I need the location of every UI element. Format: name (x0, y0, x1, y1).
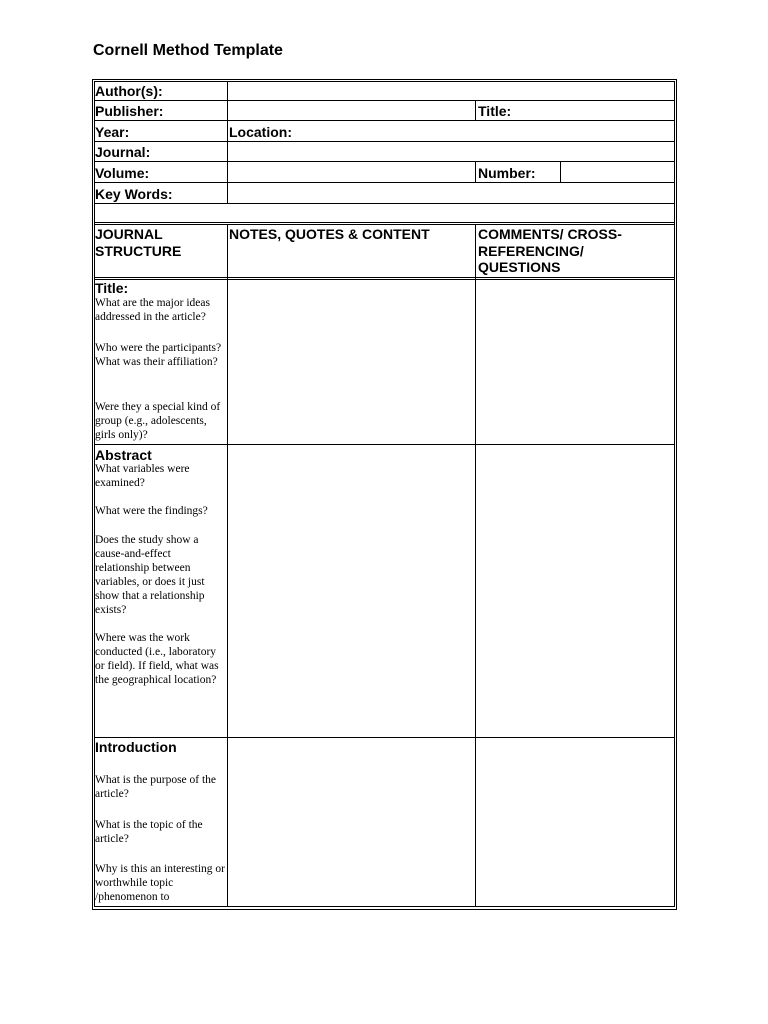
notes-cell-abstract[interactable] (229, 445, 473, 736)
section-question: Does the study show a cause-and-effect relationship between variables, or does it just show that a relationship exists? (95, 534, 205, 616)
comments-cell-abstract[interactable] (477, 445, 673, 736)
row-divider (94, 203, 675, 204)
table-border-bottom (94, 906, 675, 907)
section-question: What is the purpose of the article? (95, 774, 217, 800)
document-title: Cornell Method Template (93, 42, 283, 59)
publisher-field[interactable] (229, 101, 473, 119)
column-divider (475, 224, 476, 907)
title-field[interactable] (522, 101, 673, 119)
comments-cell-introduction[interactable] (477, 738, 673, 905)
authors-label: Author(s): (95, 83, 163, 99)
section-question: Why is this an interesting or worthwhile topic /phenomenon to (95, 863, 225, 903)
location-field[interactable] (300, 121, 673, 140)
volume-label: Volume: (95, 165, 150, 181)
title-label: Title: (478, 103, 512, 119)
volume-field[interactable] (229, 162, 473, 181)
section-question: What variables were examined? (95, 463, 190, 489)
column-header-structure: JOURNAL STRUCTURE (95, 226, 182, 259)
column-divider (475, 100, 476, 121)
column-divider (560, 161, 561, 183)
section-question: What are the major ideas addressed in the article? (95, 297, 210, 323)
journal-label: Journal: (95, 144, 151, 160)
journal-field[interactable] (229, 142, 673, 160)
column-header-comments: COMMENTS/ CROSS-REFERENCING/ QUESTIONS (478, 226, 622, 275)
row-divider (94, 222, 675, 223)
column-divider (475, 161, 476, 183)
column-divider (227, 81, 228, 203)
comments-cell-title[interactable] (477, 280, 673, 443)
section-question: What is the topic of the article? (95, 819, 203, 845)
publisher-label: Publisher: (95, 103, 164, 119)
section-question: Where was the work conducted (i.e., laboratory or field). If field, what was the geographical location? (95, 632, 219, 686)
section-introduction-heading: Introduction (95, 739, 177, 755)
row-divider (94, 224, 675, 225)
section-title-heading: Title: (95, 280, 129, 296)
section-abstract-heading: Abstract (95, 447, 152, 463)
column-header-notes: NOTES, QUOTES & CONTENT (229, 226, 430, 242)
section-question: Were they a special kind of group (e.g., adolescents, girls only)? (95, 401, 221, 441)
number-field[interactable] (562, 162, 673, 181)
keywords-label: Key Words: (95, 186, 173, 202)
row-divider (94, 277, 675, 278)
table-border-right (674, 81, 675, 907)
keywords-field[interactable] (229, 183, 673, 202)
column-divider (227, 224, 228, 907)
section-question: What were the findings? (95, 505, 208, 517)
notes-cell-title[interactable] (229, 280, 473, 443)
year-field[interactable] (96, 121, 226, 140)
location-label: Location: (229, 124, 292, 140)
section-question: Who were the participants? What was their affiliation? (95, 342, 222, 368)
number-label: Number: (478, 165, 536, 181)
authors-field[interactable] (229, 82, 673, 99)
notes-cell-introduction[interactable] (229, 738, 473, 905)
year-label: Year: (95, 124, 130, 140)
